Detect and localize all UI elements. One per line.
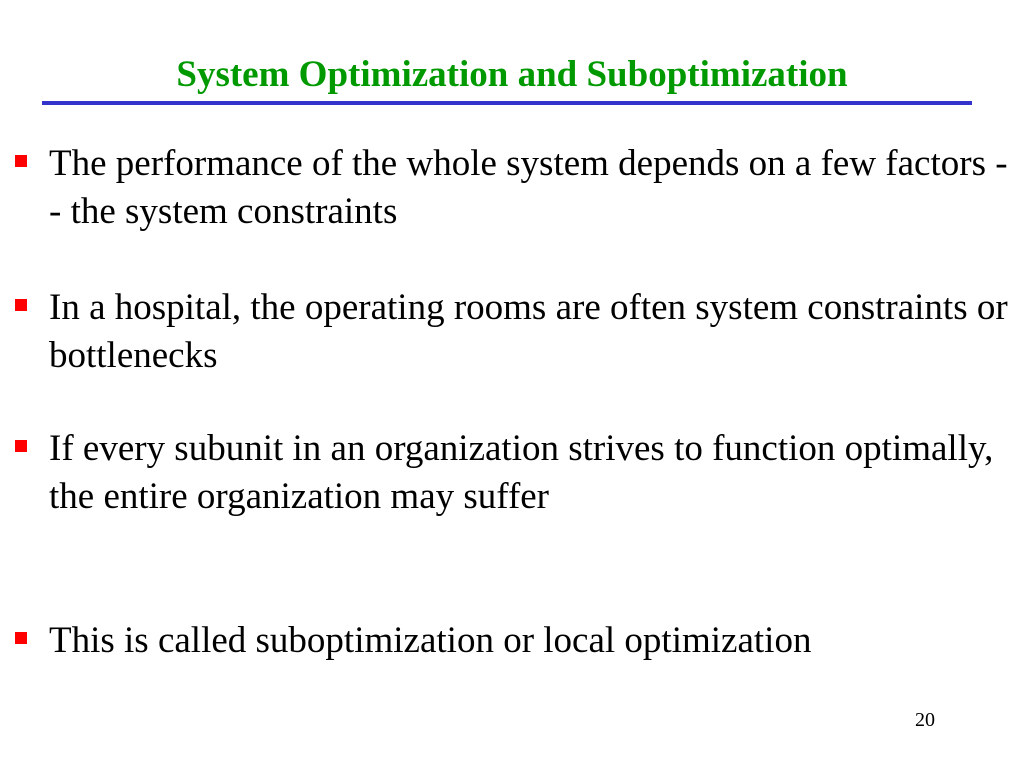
slide-title: System Optimization and Suboptimization [176,53,848,95]
square-bullet-icon [15,440,27,452]
bullet-item [49,617,1009,665]
title-divider [42,101,972,105]
square-bullet-icon [15,299,27,311]
square-bullet-icon [15,632,27,644]
bullet-text: If every subunit in an organization strives to function optimally, the entire organization may suffer [49,428,994,517]
bullet-item [49,284,1009,380]
square-bullet-icon [15,155,27,167]
bullet-item [49,140,1009,236]
page-number: 20 [915,709,935,731]
bullet-text: The performance of the whole system depends on a few factors - - the system constraints [49,143,1008,232]
bullet-text: This is called suboptimization or local optimization [49,620,812,661]
bullet-text: In a hospital, the operating rooms are often system constraints or bottlenecks [49,287,1008,376]
bullet-item [49,425,1009,521]
